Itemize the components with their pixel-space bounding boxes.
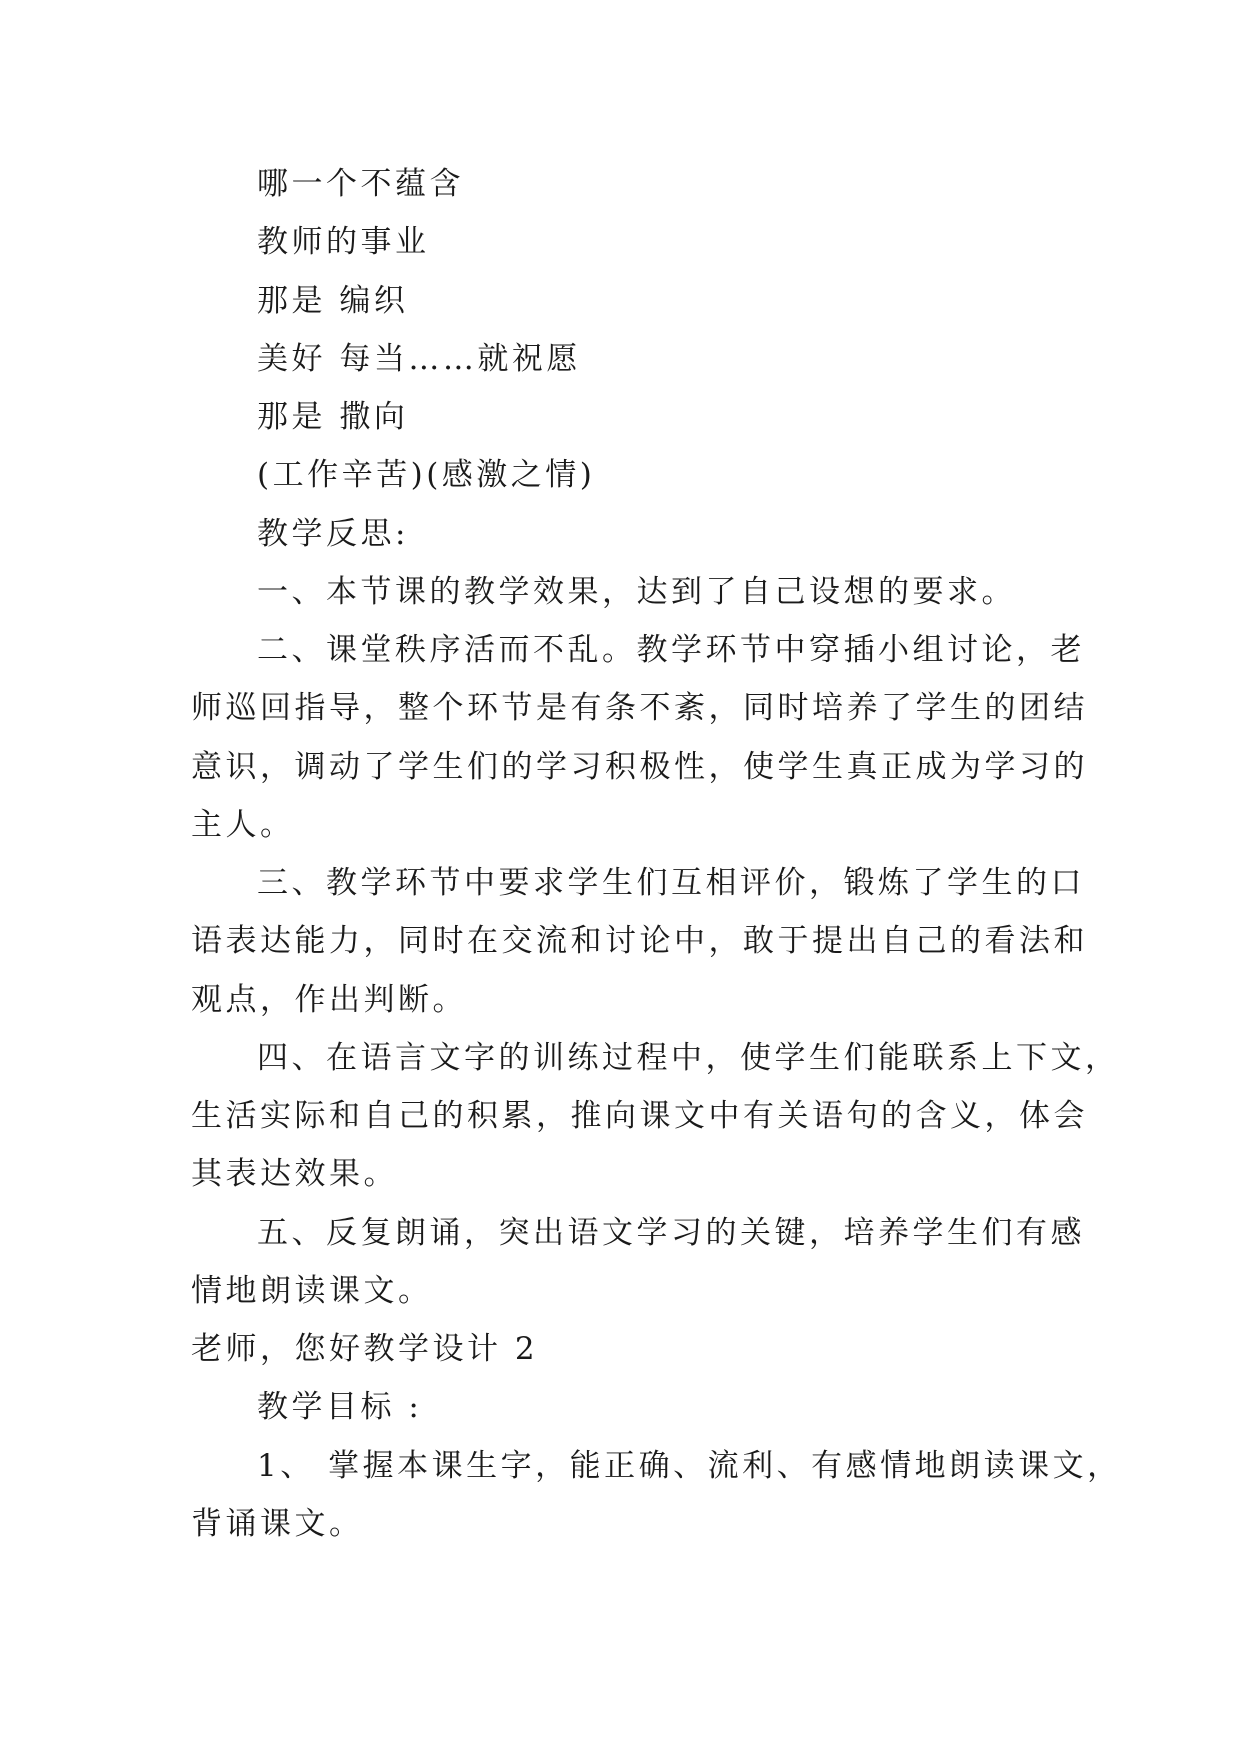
reflection-paragraph-line: 二、课堂秩序活而不乱。教学环节中穿插小组讨论，老 [257,632,1085,668]
reflection-paragraph-line: 情地朗读课文。 [191,1273,433,1309]
poem-line: 那是 撒向 [257,399,409,435]
reflection-paragraph-line: 语表达能力，同时在交流和讨论中，敢于提出自己的看法和 [191,923,1088,959]
poem-line: 那是 编织 [257,283,409,319]
reflection-paragraph-line: 三、教学环节中要求学生们互相评价，锻炼了学生的口 [257,865,1085,901]
reflection-paragraph-line: 意识，调动了学生们的学习积极性，使学生真正成为学习的 [191,749,1088,785]
section-title: 老师，您好教学设计 2 [191,1331,539,1367]
reflection-paragraph-line: 生活实际和自己的积累，推向课文中有关语句的含义，体会 [191,1098,1088,1134]
objectives-heading: 教学目标 : [257,1389,423,1425]
reflection-paragraph-line: 主人。 [191,807,295,843]
objective-line: 1、 掌握本课生字，能正确、流利、有感情地朗读课文， [257,1448,1122,1484]
reflection-paragraph-line: 五、反复朗诵，突出语文学习的关键，培养学生们有感 [257,1215,1085,1251]
objective-line: 背诵课文。 [191,1506,364,1542]
reflection-paragraph-line: 观点，作出判断。 [191,982,467,1018]
reflection-paragraph-line: 其表达效果。 [191,1156,398,1192]
reflection-heading: 教学反思: [257,516,409,552]
reflection-paragraph-line: 一、本节课的教学效果，达到了自己设想的要求。 [257,574,1016,610]
reflection-paragraph-line: 四、在语言文字的训练过程中，使学生们能联系上下文， [257,1040,1120,1076]
poem-line: 教师的事业 [257,224,430,260]
poem-line: 美好 每当……就祝愿 [257,341,581,377]
poem-line: 哪一个不蕴含 [257,166,464,202]
reflection-paragraph-line: 师巡回指导，整个环节是有条不紊，同时培养了学生的团结 [191,690,1088,726]
poem-line: (工作辛苦)(感激之情) [257,457,596,493]
